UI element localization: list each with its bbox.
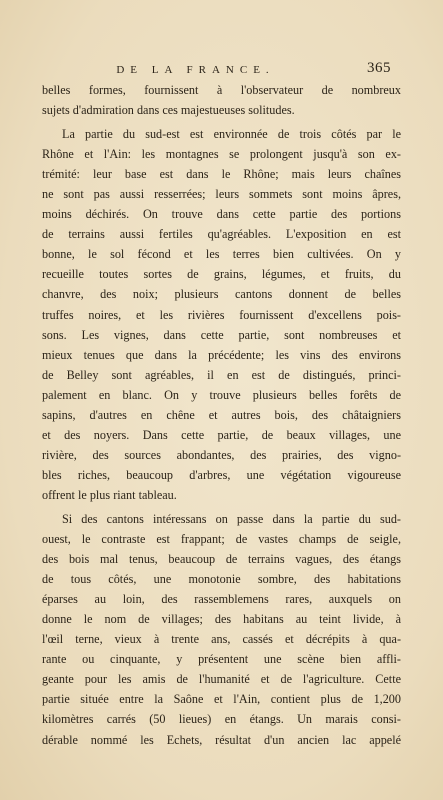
text-line: bonne, le sol fécond et les terres bien cultivées. On y (42, 247, 401, 262)
text-line: trémité: leur base est dans le Rhône; mais leurs chaînes (42, 167, 401, 182)
text-line: l'œil terne, vieux à trente ans, cassés et décrépits à qua- (42, 632, 401, 647)
text-line: partie située entre la Saône et l'Ain, contient plus de 1,200 (42, 692, 401, 707)
text-line: sujets d'admiration dans ces majestueuses solitudes. (42, 103, 295, 118)
text-line: bles riches, beaucoup d'arbres, une végétation vigoureuse (42, 467, 401, 482)
text-line: de Belley sont agréables, il en est de distingués, princi- (42, 367, 401, 382)
text-line: mieux tenues que dans la précédente; les vins des environs (42, 347, 401, 362)
running-head: DE LA FRANCE. (116, 64, 275, 76)
text-line: sons. Les vignes, dans cette partie, sont nombreuses et (42, 327, 401, 342)
text-line: ne sont pas aussi resserrées; leurs sommets sont moins âpres, (42, 187, 401, 202)
paragraph-3 (42, 509, 401, 750)
text-line: offrent le plus riant tableau. (42, 487, 177, 502)
page-number: 365 (367, 60, 391, 76)
text-line: dérable nommé les Echets, résultat d'un ancien lac appelé (42, 732, 401, 747)
text-line: rivière, des sources abondantes, des prairies, des vigno- (42, 447, 401, 462)
text-line: et des noyers. Dans cette partie, de beaux villages, une (42, 427, 401, 442)
text-line: geante pour les amis de l'humanité et de l'agriculture. Cette (42, 672, 401, 687)
text-line: belles formes, fournissent à l'observateur de nombreux (42, 83, 401, 97)
page-body (42, 80, 401, 750)
text-line: palement en blanc. On y trouve plusieurs belles forêts de (42, 387, 401, 402)
text-line: de terrains aussi fertiles qu'agréables. L'exposition en est (42, 227, 401, 242)
text-line: sapins, d'autres en chêne et autres bois, des châtaigniers (42, 407, 401, 422)
text-line: moins déchirés. On trouve dans cette partie des portions (42, 207, 401, 222)
paragraph-2 (42, 124, 401, 505)
text-line: de tous côtés, une monotonie sombre, des habitations (42, 572, 401, 587)
text-line: Rhône et l'Ain: les montagnes se prolongent jusqu'à son ex- (42, 147, 401, 162)
text-line: ouest, le contraste est frappant; de vastes champs de seigle, (42, 532, 401, 547)
text-line: truffes noires, et les rivières fournissent d'excellens pois- (42, 307, 401, 322)
paragraph-1 (42, 80, 401, 120)
text-line: donne le nom de villages; des habitans au teint livide, à (42, 612, 401, 627)
text-line: recueille toutes sortes de grains, légumes, et fruits, du (42, 267, 401, 282)
text-line: éparses au loin, des rassemblemens rares, auxquels on (42, 592, 401, 607)
text-line: chanvre, des noix; plusieurs cantons donnent de belles (42, 287, 401, 302)
text-line: rante ou cinquante, y présentent une scène bien affli- (42, 652, 401, 667)
text-line: kilomètres carrés (50 lieues) en étangs. Un marais consi- (42, 712, 401, 727)
text-line: La partie du sud-est est environnée de trois côtés par le (62, 127, 401, 142)
text-line: Si des cantons intéressans on passe dans la partie du sud- (62, 511, 401, 526)
text-line: des bois mal tenus, beaucoup de terrains vagues, des étangs (42, 552, 401, 567)
